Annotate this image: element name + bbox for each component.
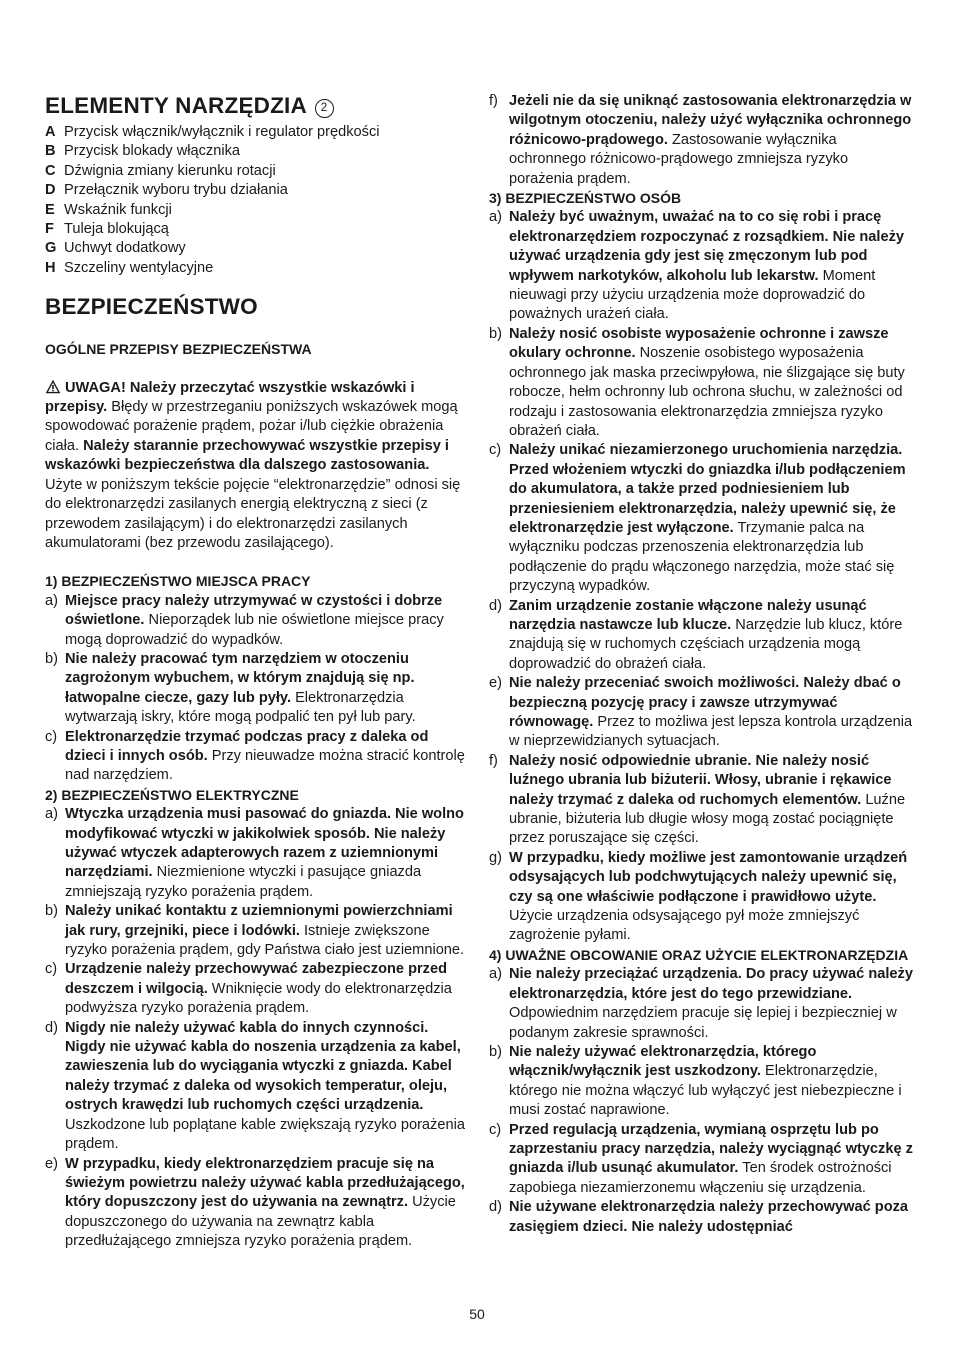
safety-item	[489, 752, 914, 849]
item-label: b)	[489, 1043, 502, 1060]
safety-item	[489, 1198, 914, 1237]
safety-item	[489, 208, 914, 324]
part-item	[45, 239, 470, 258]
item-bold-text: Urządzenie należy przechowywać zabezpieczone przed deszczem i wilgocią.	[65, 961, 447, 997]
safety-item	[489, 1043, 914, 1121]
section-heading: 3) BEZPIECZEŃSTWO OSÓB	[489, 190, 682, 207]
part-text: Przełącznik wyboru trybu działania	[64, 182, 288, 199]
item-bold-text: Miejsce pracy należy utrzymywać w czystości i dobrze oświetlone.	[65, 592, 443, 629]
section-heading: 1) BEZPIECZEŃSTWO MIEJSCA PRACY	[45, 573, 311, 590]
item-bold-text: Jeżeli nie da się uniknąć zastosowania elektronarzędzia w wilgotnym otoczeniu, należy użyć wyłącznika ochronnego różnicowo-prądowego.	[509, 93, 912, 148]
item-label: c)	[45, 961, 58, 978]
item-bold-text: Przed regulacją urządzenia, wymianą osprzętu lub po zaprzestaniu pracy narzędzia, należy wyciągnąć wtyczkę z gniazda i/lub usunąć akumulator.	[509, 1121, 913, 1177]
item-label: b)	[45, 650, 58, 667]
section-title-elements	[45, 92, 470, 120]
figure-ref-badge: 2	[315, 99, 334, 118]
item-bold-text: Nie należy pracować tym narzędziem w otoczeniu zagrożonym wybuchem, w którym znajdują się np. łatwopalne ciecze, gazy lub pyły.	[65, 650, 415, 706]
item-label: c)	[489, 442, 502, 459]
warning-bold-2: Należy starannie przechowywać wszystkie przepisy i wskazówki bezpieczeństwa dla dalszego zastosowania.	[45, 437, 449, 474]
item-text	[509, 441, 914, 596]
item-normal-text: Narzędzie lub klucz, które znajdują się w ruchomych częściach urządzenia mogą doprowadzić do obrażeń ciała.	[509, 616, 903, 672]
item-text	[509, 208, 914, 324]
item-normal-text: Użycie urządzenia odsysającego pył może zmniejszyć zagrożenie pyłami.	[509, 908, 860, 944]
warning-text-2: Użyte w poniższym tekście pojęcie “elektronarzędzie” odnosi się do elektronarzędzi zasilanych energią elektryczną z sieci (z przewodem zasilającym) i do elektronarzędzi zasilanych akumulatorami (bez przewodu zasilającego).	[45, 476, 461, 551]
safety-item	[45, 592, 470, 650]
item-text	[65, 650, 470, 728]
part-letter: D	[45, 182, 56, 199]
item-text	[65, 960, 470, 1018]
safety-item	[489, 441, 914, 596]
section-tool-use	[489, 946, 914, 1237]
item-label: f)	[489, 752, 498, 769]
safety-item	[489, 325, 914, 441]
part-item	[45, 201, 470, 220]
item-normal-text: Przez to możliwa jest lepsza kontrola urządzenia w nieprzewidzianych sytuacjach.	[509, 714, 913, 750]
part-letter: E	[45, 201, 55, 218]
section-workplace	[45, 572, 470, 785]
item-text	[509, 325, 914, 441]
item-bold-text: Nie należy przeciążać urządzenia. Do pracy używać należy elektronarzędzia, które jest do tego przewidziane.	[509, 966, 913, 1002]
item-bold-text: Nie używane elektronarzędzia należy przechowywać poza zasięgiem dzieci. Nie należy udostępniać	[509, 1199, 909, 1235]
item-text	[65, 1155, 470, 1252]
item-normal-text: Trzymanie palca na wyłączniku podczas przenoszenia elektronarzędzia lub podłączenie do prądu włączonego narzędzia, może stać się przyczyną wypadków.	[509, 519, 895, 595]
item-label: d)	[489, 1199, 502, 1216]
safety-item	[489, 674, 914, 752]
item-bold-text: Należy unikać niezamierzonego uruchomienia narzędzia. Przed włożeniem wtyczki do gniazdka i/lub podłączeniem do akumulatora, a także przed podniesieniem lub przeniesieniem elektronarzędzia, należy upewnić się, że elektronarzędzie jest wyłączone.	[509, 442, 906, 536]
item-bold-text: Należy być uważnym, uważać na to co się robi i pracę elektronarzędziem rozpoczynać z rozsądkiem. Nie należy używać urządzenia gdy jest się zmęczonym lub pod wpływem narkotyków, alkoholu lub lekarstw.	[509, 209, 904, 284]
item-normal-text: Uszkodzone lub poplątane kable zwiększają ryzyko porażenia prądem.	[65, 1116, 465, 1153]
item-bold-text: Wtyczka urządzenia musi pasować do gniazda. Nie wolno modyfikować wtyczki w jakikolwiek sposób. Nie należy używać wtyczek adapterowych razem z uziemnionymi narzędziami.	[65, 806, 464, 881]
part-item	[45, 220, 470, 239]
part-text: Tuleja blokującą	[64, 221, 169, 238]
part-text: Dźwignia zmiany kierunku rotacji	[64, 162, 276, 179]
part-text: Wskaźnik funkcji	[64, 201, 172, 218]
item-bold-text: Elektronarzędzie trzymać podczas pracy z daleka od dzieci i innych osób.	[65, 728, 429, 764]
item-label: c)	[489, 1121, 502, 1138]
item-text	[65, 1019, 470, 1155]
item-label: f)	[489, 93, 498, 109]
item-text	[509, 965, 914, 1043]
section-electrical-continued	[489, 92, 914, 189]
item-text	[509, 752, 914, 849]
general-safety-heading: OGÓLNE PRZEPISY BEZPIECZEŃSTWA	[45, 341, 312, 358]
item-text	[65, 902, 470, 960]
item-bold-text: Nie należy przeceniać swoich możliwości. Należy dbać o bezpieczną pozycję pracy i zawsze utrzymywać równowagę.	[509, 675, 901, 730]
item-normal-text: Istnieje zwiększone ryzyko porażenia prądem, gdy Państwa ciało jest uziemnione.	[65, 922, 465, 959]
item-normal-text: Zastosowanie wyłącznika ochronnego różnicowo-prądowego zmniejsza ryzyko porażenia prądem.	[509, 131, 849, 187]
item-normal-text: Elektronarzędzia wytwarzają iskry, które mogą podpalić ten pył lub pary.	[65, 689, 416, 726]
item-text	[509, 674, 914, 752]
section-personal	[489, 189, 914, 946]
safety-item	[45, 728, 470, 786]
warning-paragraph	[45, 379, 470, 554]
section-heading: 4) UWAŻNE OBCOWANIE ORAZ UŻYCIE ELEKTRONARZĘDZIA	[489, 946, 909, 963]
item-bold-text: Należy nosić osobiste wyposażenie ochronne i zawsze okulary ochronne.	[509, 325, 889, 362]
item-label: a)	[489, 966, 502, 983]
item-label: d)	[489, 597, 502, 614]
item-normal-text: Wniknięcie wody do elektronarzędzia podwyższa ryzyko porażenia prądem.	[65, 980, 452, 1017]
item-normal-text: Luźne ubranie, biżuteria lub długie włosy mogą zostać pociągnięte przez poruszające się części.	[509, 791, 906, 847]
item-normal-text: Niezmienione wtyczki i pasujące gniazda zmniejszają ryzyko porażenia prądem.	[65, 864, 422, 900]
item-label: b)	[45, 903, 58, 920]
section-heading: 2) BEZPIECZEŃSTWO ELEKTRYCZNE	[45, 786, 299, 803]
item-bold-text: Nie należy używać elektronarzędzia, którego włącznik/wyłącznik jest uszkodzony.	[509, 1043, 817, 1080]
part-item	[45, 142, 470, 161]
item-bold-text: Nigdy nie należy używać kabla do innych czynności. Nigdy nie używać kabla do noszenia urządzenia za kabel, zawieszenia lub do wyciągania wtyczki z gniazda. Kabel należy trzymać z daleka od wysokich temperatur, oleju, ostrych krawędzi lub ruchomych części urządzenia.	[65, 1019, 461, 1114]
item-normal-text: Moment nieuwagi przy użyciu urządzenia może doprowadzić do poważnych urażeń ciała.	[509, 267, 876, 323]
item-normal-text: Elektronarzędzie, którego nie można włączyć lub wyłączyć jest niebezpieczne i musi zostać naprawione.	[509, 1063, 902, 1119]
item-normal-text: Ten środek ostrożności zapobiega niezamierzonemu włączeniu się urządzenia.	[509, 1160, 892, 1196]
item-text	[65, 805, 470, 902]
item-label: e)	[45, 1155, 58, 1172]
item-bold-text: Należy unikać kontaktu z uziemnionymi powierzchniami jak rury, grzejniki, piece i lodówki.	[65, 903, 453, 939]
part-text: Przycisk włącznik/wyłącznik i regulator prędkości	[64, 124, 380, 140]
part-text: Uchwyt dodatkowy	[64, 240, 186, 257]
part-text: Przycisk blokady włącznika	[64, 143, 240, 160]
item-text	[509, 1121, 914, 1199]
part-letter: G	[45, 240, 57, 257]
item-bold-text: W przypadku, kiedy możliwe jest zamontowanie urządzeń odsysających lub podchwytujących należy upewnić się, czy są one właściwie podłączone i prawidłowo użyte.	[509, 849, 908, 905]
item-label: e)	[489, 675, 502, 692]
safety-item	[45, 1019, 470, 1155]
safety-item	[489, 1121, 914, 1199]
safety-item	[45, 805, 470, 902]
item-normal-text: Użycie dopuszczonego do używania na zewnątrz kabla przedłużającego zmniejsza ryzyko porażenia prądem.	[65, 1194, 456, 1250]
item-text	[509, 1198, 914, 1237]
left-column	[45, 92, 470, 1252]
item-bold-text: Należy nosić odpowiednie ubranie. Nie należy nosić luźnego ubrania lub biżuterii. Włosy, ubranie i rękawice należy trzymać z daleka od ruchomych elementów.	[509, 752, 892, 808]
page-number: 50	[469, 1306, 485, 1322]
safety-item	[45, 650, 470, 728]
item-text	[509, 1043, 914, 1121]
warning-bold-1: UWAGA! Należy przeczytać wszystkie wskazówki i przepisy.	[45, 379, 415, 416]
section-electrical	[45, 786, 470, 1252]
item-label: d)	[45, 1019, 58, 1036]
item-normal-text: Przy nieuwadze można stracić kontrolę nad narzędziem.	[65, 747, 465, 784]
parts-list	[45, 123, 470, 278]
part-letter: B	[45, 143, 56, 160]
item-label: g)	[489, 849, 502, 866]
part-letter: A	[45, 124, 56, 140]
part-item	[45, 162, 470, 181]
safety-item	[45, 960, 470, 1018]
item-normal-text: Nieporządek lub nie oświetlone miejsce pracy mogą doprowadzić do wypadków.	[65, 612, 444, 648]
part-letter: H	[45, 259, 56, 276]
item-bold-text: W przypadku, kiedy elektronarzędziem pracuje się na świeżym powietrzu należy używać kabla przedłużającego, który dopuszczony jest do używania na zewnątrz.	[65, 1155, 465, 1211]
item-label: b)	[489, 325, 502, 342]
item-text	[509, 597, 914, 675]
item-normal-text: Odpowiednim narzędziem pracuje się lepiej i bezpieczniej w podanym zakresie sprawności.	[509, 1005, 897, 1041]
warning-text-1: Błędy w przestrzeganiu poniższych wskazówek mogą spowodować porażenie prądem, pożar i/lub ciężkie obrażenia ciała.	[45, 399, 458, 454]
item-label: a)	[45, 806, 58, 823]
section-title-safety: BEZPIECZEŃSTWO	[45, 294, 258, 320]
safety-item	[45, 902, 470, 960]
item-text	[65, 728, 470, 786]
right-column	[489, 92, 914, 1237]
item-label: a)	[489, 209, 502, 226]
part-text: Szczeliny wentylacyjne	[64, 259, 214, 276]
part-item	[45, 259, 470, 278]
safety-item	[489, 965, 914, 1043]
elements-title: ELEMENTY NARZĘDZIA	[45, 93, 307, 118]
safety-item	[489, 92, 914, 189]
item-text	[65, 592, 470, 650]
item-normal-text: Noszenie osobistego wyposażenia ochronnego jak maska przeciwpyłowa, nie ślizgające się buty robocze, hełm ochronny lub ochrona słuchu, w zależności od rodzaju i zastosowania elektronarzędzia zmniejsza ryzyko obrażeń ciała.	[509, 345, 905, 439]
item-bold-text: Zanim urządzenie zostanie włączone należy usunąć narzędzia nastawcze lub klucze.	[509, 597, 867, 633]
part-letter: C	[45, 162, 56, 179]
part-item	[45, 181, 470, 200]
safety-item	[489, 849, 914, 946]
item-text	[509, 849, 914, 946]
warning-triangle-icon	[45, 379, 61, 394]
safety-item	[45, 1155, 470, 1252]
item-label: c)	[45, 728, 58, 745]
item-text	[509, 92, 914, 189]
part-letter: F	[45, 221, 54, 238]
safety-item	[489, 597, 914, 675]
part-item	[45, 123, 470, 142]
item-label: a)	[45, 592, 58, 609]
